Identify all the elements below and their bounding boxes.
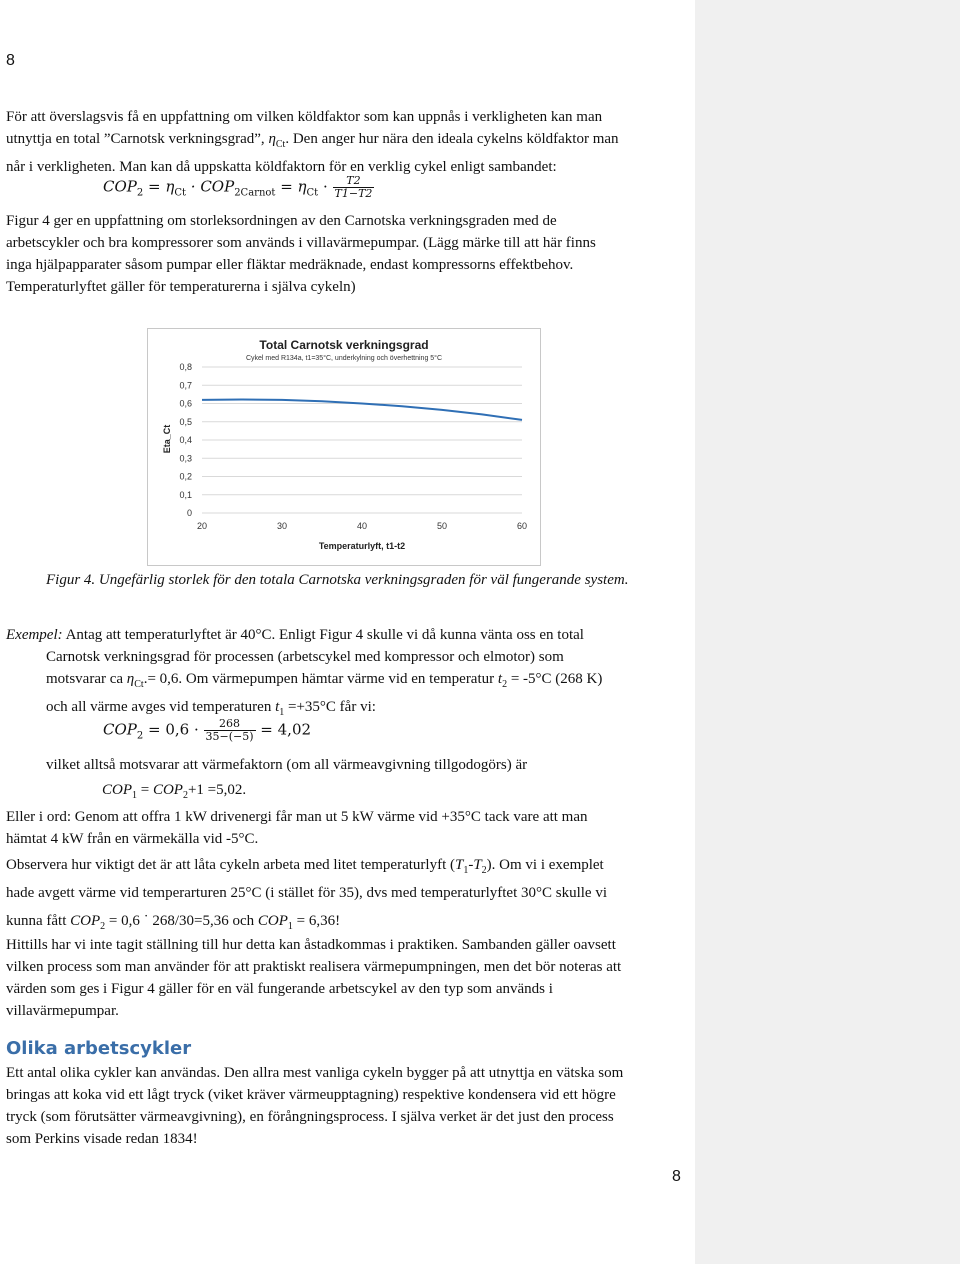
intro-line-1: För att överslagsvis få en uppfattning om vilken köldfaktor som kan uppnås i verkligheten kan man: [6, 109, 603, 125]
example-block: [6, 624, 691, 724]
intro-paragraph: [6, 106, 691, 178]
example-line-2: Carnotsk verkningsgrad för processen (arbetscykel med kompressor och elmotor) som: [46, 649, 564, 665]
olika-line-1: Ett antal olika cykler kan användas. Den allra mest vanliga cykeln bygger på att utnyttja en vätska som: [6, 1065, 624, 1081]
eta-chart: [148, 329, 540, 565]
y-tick-label: 0,5: [179, 416, 192, 427]
x-tick-label: 20: [196, 521, 208, 531]
page-number-bottom: 8: [672, 1168, 681, 1185]
chart-title: Total Carnotsk verkningsgrad: [259, 338, 429, 352]
fraction-t2-over-lift: $\frac{T2}{T1-T2}$: [334, 174, 373, 200]
hittills-line-1: Hittills har vi inte tagit ställning till hur detta kan åstadkommas i praktiken. Sambanden gäller oavsett: [6, 937, 616, 953]
else-paragraph: [6, 806, 691, 850]
observe-line-1: Observera hur viktigt det är att låta cykeln arbeta med litet temperaturlyft $(T_1-T_2)$. Om vi i exemplet: [6, 857, 604, 876]
y-tick-label: 0,3: [179, 453, 192, 464]
y-tick-label: 0,7: [179, 380, 192, 391]
hittills-line-2: vilken process som man använder för att praktiskt realisera värmepumpningen, men det bör noteras att: [6, 959, 622, 975]
fig-para-line-1: Figur 4 ger en uppfattning om storleksordningen av den Carnotska verkningsgraden med de: [6, 213, 557, 229]
formula-cop2-example: $COP_2 = 0,6$ · $\frac{268}{35-(-5)}$ = 4,02: [103, 717, 312, 743]
x-tick-label: 30: [276, 521, 288, 531]
fig-para-line-3: inga hjälpapparater såsom pumpar eller fläktar medräknade, endast kompressorns effektbehov.: [6, 257, 574, 273]
fig-para-line-4: Temperaturlyftet gäller för temperaturerna i själva cykeln): [6, 279, 356, 295]
after-formula-block: [46, 754, 691, 807]
section-heading: Olika arbetscykler: [6, 1038, 192, 1059]
fig-para-line-2: arbetscykler och bra kompressorer som används i villavärmepumpar. (Lägg märke till att här finns: [6, 235, 596, 251]
x-tick-label: 60: [516, 521, 528, 531]
comment-sidebar: [695, 0, 960, 1264]
observe-line-2: hade avgett värme vid temperarturen 25°C (i stället för 35), dvs med temperaturlyftet 30°C skulle vi: [6, 885, 607, 901]
example-line-3: motsvarar ca $\eta_{Ct}.= 0,6$. Om värmepumpen hämtar värme vid en temperatur $t_2 = -5^\circ C$ (268 K): [46, 671, 603, 690]
y-tick-label: 0,8: [179, 362, 192, 372]
series-line: [202, 400, 522, 420]
chart-subtitle: Cykel med R134a, t1=35°C, underkylning och överhettning 5°C: [245, 355, 443, 362]
intro-line-2: utnyttja en total ”Carnotsk verkningsgrad”, $\eta_{Ct}$. Den anger hur nära den ideala cykelns köldfaktor man: [6, 131, 619, 150]
hittills-line-3: värden som ges i Figur 4 gäller för en väl fungerande arbetscykel av den typ som används i: [6, 981, 553, 997]
fraction-268: $\frac{268}{35-(-5)}$: [205, 717, 254, 743]
x-tick-label: 40: [356, 521, 368, 531]
olika-line-3: tryck (som förutsätter värmeavgivning), en förångningsprocess. I själva verket är det just den process: [6, 1109, 614, 1125]
example-line-1: Exempel: Antag att temperaturlyftet är 40°C. Enligt Figur 4 skulle vi då kunna vänta oss en total: [6, 627, 584, 643]
intro-line-3: når i verkligheten. Man kan då uppskatta köldfaktorn för en verklig cykel enligt sambandet:: [6, 159, 557, 175]
page-number-top: 8: [6, 52, 15, 69]
olika-line-2: bringas att koka vid ett lågt tryck (viket kräver värmeupptagning) respektive kondensera vid ett högre: [6, 1087, 616, 1103]
olika-paragraph: [6, 1062, 691, 1150]
y-tick-label: 0,1: [179, 489, 192, 500]
example-line-4: och all värme avges vid temperaturen $t_1 =+35^\circ C$ får vi:: [46, 699, 376, 718]
figure-caption: Figur 4. Ungefärlig storlek för den totala Carnotska verkningsgraden för väl fungerande system.: [46, 572, 629, 588]
figure-intro-paragraph: [6, 210, 691, 298]
olika-line-4: som Perkins visade redan 1834!: [6, 1131, 198, 1147]
hittills-line-4: villavärmepumpar.: [6, 1003, 119, 1019]
chart-xlabel: Temperaturlyft, t1-t2: [318, 541, 406, 551]
x-tick-label: 50: [436, 521, 448, 531]
hittills-paragraph: [6, 934, 691, 1022]
chart-frame: [147, 328, 541, 566]
observe-line-3: kunna fått $COP_2 = 0,6$ ˙ 268/30=5,36 och $COP_1 = 6,36$!: [6, 913, 341, 932]
chart-ylabel: Eta_Ct: [162, 424, 172, 454]
else-line-2: hämtat 4 kW från en värmekälla vid -5°C.: [6, 831, 259, 847]
formula-cop2-carnot: $COP_2 = \eta_{Ct} \cdot COP_{2Carnot} = \eta_{Ct}$ · $\frac{T2}{T1-T2}$: [103, 174, 373, 200]
y-tick-label: 0: [186, 508, 192, 518]
else-line-1: Eller i ord: Genom att offra 1 kW drivenergi får man ut 5 kW värme vid +35°C tack vare att man: [6, 809, 588, 825]
observe-paragraph: [6, 854, 691, 938]
cop1-equation: $COP_1 = COP_2+1 =5,02$.: [102, 782, 247, 801]
after-formula-line-1: vilket alltså motsvarar att värmefaktorn (om all värmeavgivning tillgodogörs) är: [46, 757, 528, 773]
y-tick-label: 0,4: [179, 435, 192, 445]
y-tick-label: 0,6: [179, 398, 192, 409]
y-tick-label: 0,2: [179, 471, 192, 482]
